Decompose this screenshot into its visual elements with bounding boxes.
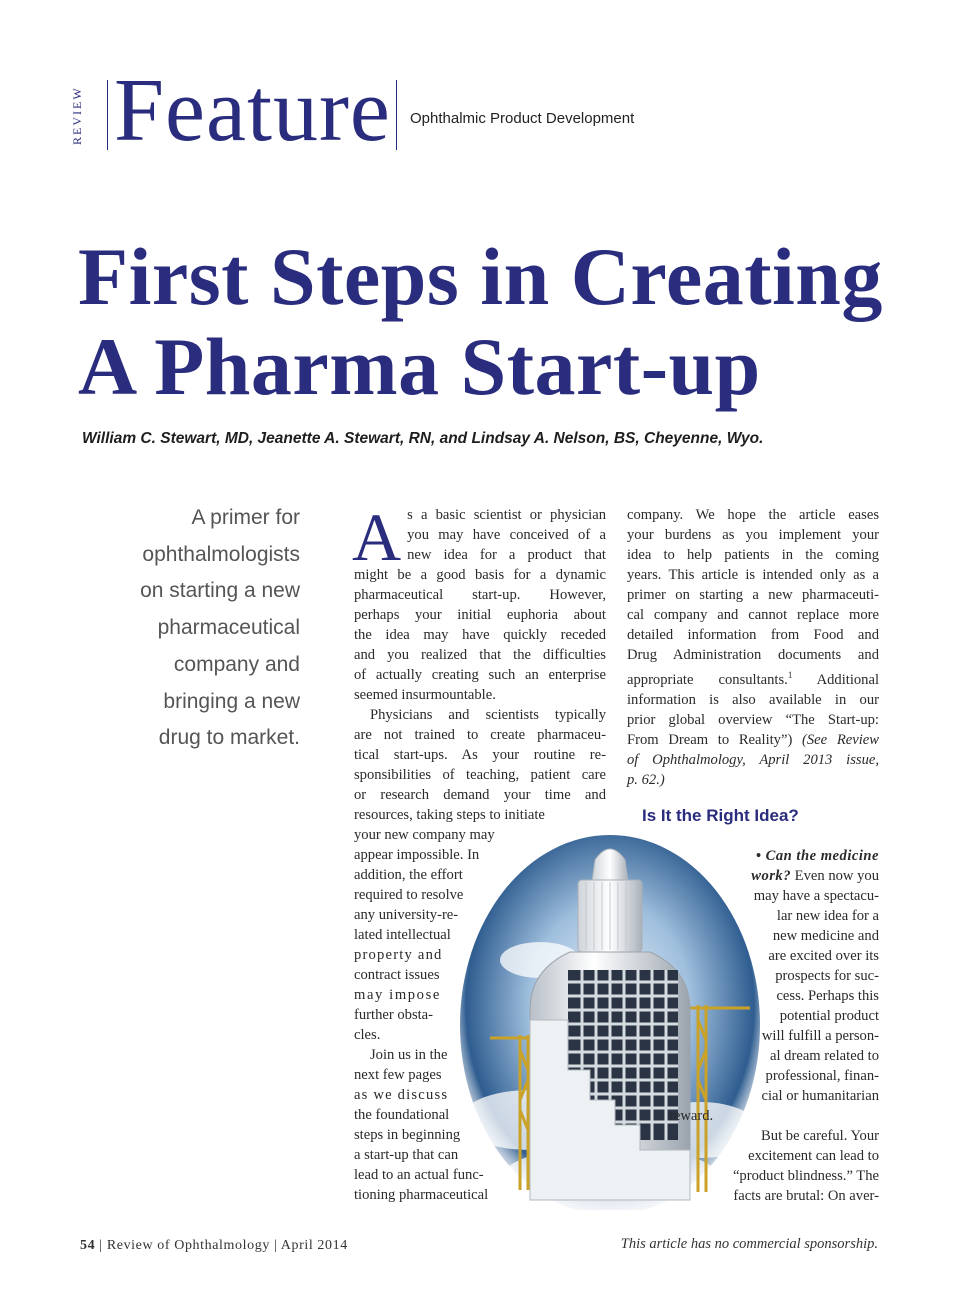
text-line: steps in beginning (354, 1127, 461, 1143)
text-line: lated intellectual (354, 927, 451, 943)
drop-cap: A (352, 499, 402, 575)
text-line: are not trained to create pharmaceu- (354, 727, 606, 743)
text-line: as we discuss (354, 1087, 449, 1103)
header-divider-left (107, 80, 108, 150)
citation: of Ophthalmology, April 2013 issue, (627, 751, 879, 768)
text-line: lar new idea for a (776, 908, 879, 924)
text-line: addition, the effort (354, 867, 463, 883)
text-line: might be a good basis for a dynamic (354, 567, 606, 583)
text-line: potential product (779, 1008, 879, 1024)
text-line: excitement can lead to (748, 1148, 879, 1164)
text-line: perhaps your initial euphoria about (354, 607, 606, 623)
text-line: idea to help patients in the coming (627, 547, 879, 563)
text-line: “product blindness.” The (732, 1168, 879, 1184)
text-line: cial or humanitarian (761, 1088, 879, 1104)
text-line: or research demand your time and (354, 787, 606, 803)
bullet-question: • Can the medicine (755, 848, 879, 864)
text-line: appear impossible. In (354, 847, 480, 863)
text-line: next few pages (354, 1067, 442, 1083)
pull-quote-line: A primer for (191, 506, 300, 529)
text-line: may have a spectacu- (753, 888, 879, 904)
pull-quote-line: pharmaceutical (157, 616, 300, 640)
header-divider-right (396, 80, 397, 150)
bullet-question-end: work? (751, 868, 792, 884)
journal-name: Review of Ophthalmology (106, 1238, 270, 1253)
text-line: and you realized that the difficulties (354, 647, 606, 663)
text-line: will fulfill a person- (761, 1028, 879, 1044)
text-line: the idea may have quickly receded (354, 627, 606, 643)
page-footer-left: 54 | Review of Ophthalmology | April 2014 (80, 1238, 348, 1253)
text-line: facts are brutal: On aver- (733, 1188, 879, 1204)
issue-date: April 2014 (280, 1238, 348, 1253)
feature-heading: Feature (114, 61, 391, 160)
text-line: company. We hope the article eases (627, 507, 879, 523)
text-line: tical start-ups. As your routine re- (354, 747, 606, 763)
text-line (600, 866, 879, 886)
sponsorship-note: This article has no commercial sponsorship. (620, 1236, 878, 1252)
text-fragment: From Dream to Reality”) (627, 731, 793, 748)
pull-quote-line: drug to market. (158, 726, 300, 750)
text-line: primer on starting a new pharmaceuti- (627, 587, 879, 603)
text-line: sponsibilities of teaching, patient care (354, 767, 606, 783)
text-line: may impose (354, 987, 441, 1003)
text-line: al dream related to (770, 1048, 879, 1064)
text-line: detailed information from Food and (627, 627, 879, 643)
body-column-2 (627, 505, 879, 790)
pull-quote-line: company and (173, 652, 300, 676)
text-line: lead to an actual func- (354, 1167, 484, 1183)
review-vertical-label: REVIEW (70, 86, 84, 146)
text-line: of actually creating such an enterprise (354, 667, 606, 683)
text-line: cal company and cannot replace more (627, 607, 879, 623)
text-line: are excited over its (768, 948, 879, 964)
text-line: Join us in the (370, 1047, 448, 1063)
text-line: years. This article is intended only as a (627, 567, 879, 583)
text-line: tioning pharmaceutical (354, 1187, 489, 1203)
section-label: Ophthalmic Product Development (410, 110, 635, 127)
text-line: required to resolve (354, 887, 464, 903)
page-number: 54 (80, 1238, 96, 1253)
text-line: prior global overview “The Start-up: (627, 711, 879, 728)
article-authors: William C. Stewart, MD, Jeanette A. Stewart, RN, and Lindsay A. Nelson, BS, Cheyenne, Wyo. (82, 430, 764, 447)
article-title (78, 232, 918, 412)
text-line: resources, taking steps to initiate (354, 807, 545, 823)
text-line: reward. (669, 1108, 714, 1124)
title-line-2: A Pharma Start-up (78, 321, 761, 412)
text-fragment: Additional (792, 671, 879, 688)
text-line: new idea for a product that (407, 547, 606, 563)
text-line: cles. (354, 1027, 381, 1043)
text-line: pharmaceutical start-up. However, (354, 587, 606, 603)
body-column-2-wrap (600, 846, 879, 1206)
text-line: prospects for suc- (775, 968, 879, 984)
text-line: any university-re- (354, 907, 459, 923)
text-line (627, 665, 879, 690)
text-line: But be careful. Your (761, 1128, 879, 1144)
title-line-1: First Steps in Creating (78, 231, 883, 322)
text-line: the foundational (354, 1107, 450, 1123)
pull-quote (100, 500, 300, 757)
text-line: your new company may (354, 827, 495, 843)
body-column-1 (352, 499, 606, 825)
text-line: you may have conceived of a (407, 527, 606, 543)
text-line: Drug Administration documents and (627, 647, 879, 663)
text-line: contract issues (354, 967, 440, 983)
text-line: seemed insurmountable. (354, 687, 496, 703)
text-line: a start-up that can (354, 1147, 459, 1163)
pull-quote-line: ophthalmologists (142, 542, 300, 566)
citation: p. 62.) (627, 771, 665, 788)
text-line: Physicians and scientists typically (370, 707, 606, 723)
text-line: new medicine and (772, 928, 879, 944)
pull-quote-line: on starting a new (140, 579, 300, 603)
text-line: information is also available in our (627, 691, 879, 708)
text-line: your burdens as you implement your (627, 527, 879, 543)
footnote-marker: 1 (787, 670, 793, 680)
bullet-line (600, 846, 879, 866)
text-line: further obsta- (354, 1007, 434, 1023)
text-line: s a basic scientist or physician (407, 507, 606, 523)
text-line: property and (354, 947, 443, 963)
text-line (627, 730, 879, 750)
pull-quote-line: bringing a new (163, 689, 300, 713)
citation: (See Review (792, 731, 879, 748)
text-line: cess. Perhaps this (776, 988, 879, 1004)
text-line: professional, finan- (765, 1068, 879, 1084)
text-fragment: appropriate consultants. (627, 671, 788, 688)
section-subhead: Is It the Right Idea? (642, 806, 799, 825)
text-fragment: Even now you (791, 868, 879, 884)
